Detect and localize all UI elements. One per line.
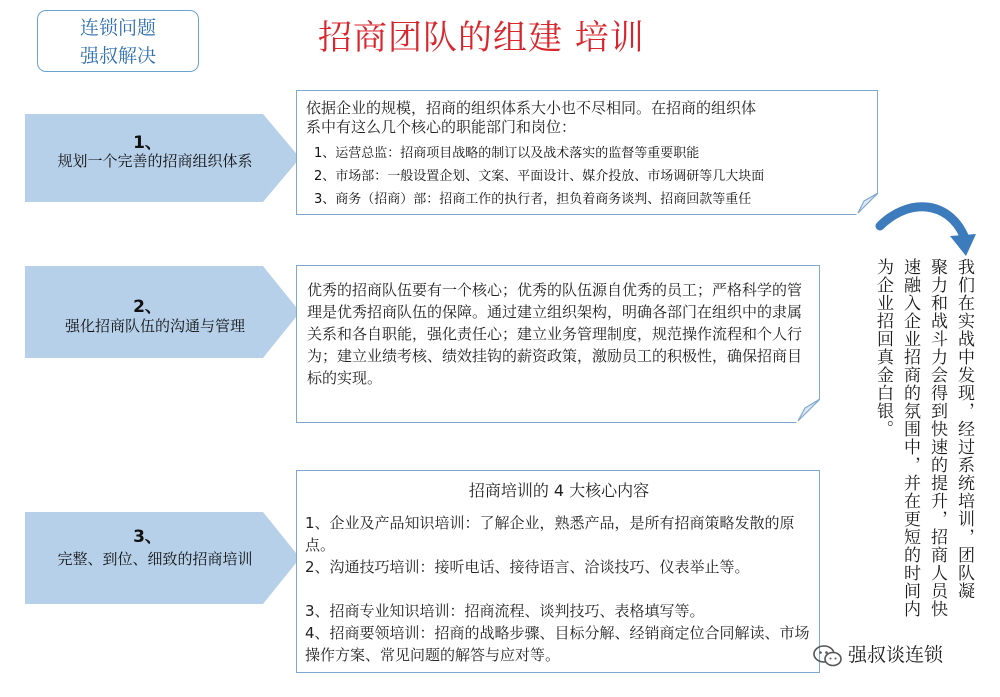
side-note-col-1: 我们在实战中发现，经过系统培训，团队凝 — [954, 258, 974, 600]
page-fold-corner — [796, 399, 820, 423]
content-box-1 — [296, 90, 878, 215]
wechat-icon — [812, 644, 842, 668]
box1-intro: 依据企业的规模，招商的组织体系大小也不尽相同。在招商的组织体系中有这么几个核心的职能部门和岗位： — [306, 99, 757, 136]
step-label: 规划一个完善的招商组织体系 — [57, 152, 253, 170]
box3-item-4: 4、招商要领培训：招商的战略步骤、目标分解、经销商定位合同解读、市场操作方案、常见问题的解答与应对等。 — [305, 624, 810, 664]
side-note-col-4: 为企业招回真金白银。 — [873, 258, 893, 438]
brand-name: 强叔谈连锁 — [848, 644, 944, 666]
curved-arrow-icon — [868, 196, 978, 266]
step-arrow-3 — [25, 512, 300, 600]
box1-item-2: 2、市场部：一般设置企划、文案、平面设计、媒介投放、市场调研等几大块面 — [314, 169, 765, 184]
logo-line-2: 强叔解决 — [79, 45, 156, 67]
step-number: 3、 — [133, 527, 162, 547]
box3-item-1: 1、企业及产品知识培训：了解企业，熟悉产品，是所有招商策略发散的原点。 — [305, 514, 795, 554]
step-arrow-2 — [25, 266, 300, 354]
side-note-col-3: 速融入企业招商的氛围中，并在更短的时间内 — [900, 258, 920, 618]
side-note-col-2: 聚力和战斗力会得到快速的提升，招商人员快 — [927, 258, 947, 618]
step-arrow-1 — [25, 114, 300, 202]
step-label: 完整、到位、细致的招商培训 — [57, 550, 253, 568]
step-number: 1、 — [133, 133, 162, 153]
logo-line-1: 连锁问题 — [79, 17, 156, 39]
step-label: 强化招商队伍的沟通与管理 — [64, 317, 245, 335]
brand-watermark — [812, 640, 943, 668]
box2-text: 优秀的招商队伍要有一个核心；优秀的队伍源自优秀的员工；严格科学的管理是优秀招商队伍的保障。通过建立组织架构，明确各部门在组织中的隶属关系和各自职能，强化责任心；建立业务管理制度，规范操作流程和个人行为；建立业绩考核、绩效挂钩的薪资政策，激励员工的积极性，确保招商目标的实现。 — [307, 281, 803, 387]
box3-item-3: 3、招商专业知识培训：招商流程、谈判技巧、表格填写等。 — [305, 602, 705, 620]
box1-item-3: 3、商务（招商）部：招商工作的执行者，担负着商务谈判、招商回款等重任 — [314, 192, 752, 207]
box3-item-2: 2、沟通技巧培训：接听电话、接待语言、洽谈技巧、仪表举止等。 — [305, 558, 750, 576]
step-number: 2、 — [133, 297, 162, 317]
content-box-2 — [296, 265, 820, 423]
box3-heading: 招商培训的 4 大核心内容 — [468, 481, 650, 500]
content-box-3 — [296, 470, 820, 673]
page-title: 招商团队的组建 培训 — [318, 18, 645, 58]
box1-item-1: 1、运营总监：招商项目战略的制订以及战术落实的监督等重要职能 — [314, 146, 700, 161]
header-logo-box — [37, 10, 199, 72]
